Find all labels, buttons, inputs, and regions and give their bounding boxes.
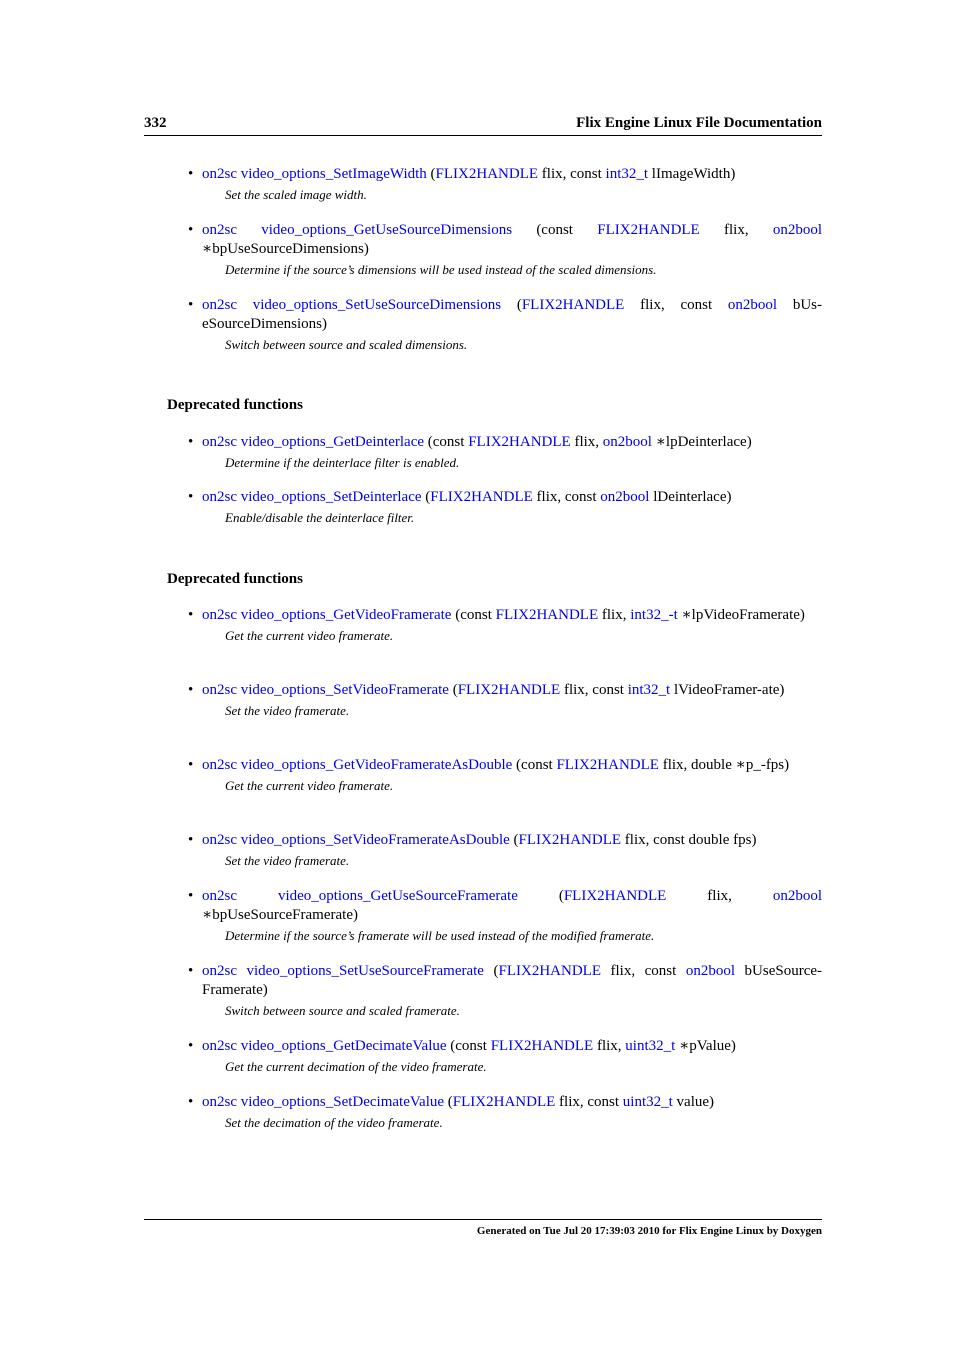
signature-text: flix, const xyxy=(624,297,728,313)
signature-text: (const xyxy=(512,222,598,238)
page-header xyxy=(144,113,822,136)
signature-text: flix, const xyxy=(555,1094,623,1110)
function-description: Get the current video framerate. xyxy=(225,778,394,793)
function-signature xyxy=(202,1093,822,1112)
signature-text: flix, xyxy=(666,888,773,904)
signature-text: flix, double ∗p_-fps) xyxy=(658,757,790,773)
function-signature xyxy=(202,756,822,775)
function-list-item xyxy=(188,1093,822,1131)
signature-link[interactable]: on2sc video_options_SetImageWidth xyxy=(202,166,427,182)
page-footer: Generated on Tue Jul 20 17:39:03 2010 for Flix Engine Linux by Doxygen xyxy=(144,1219,822,1237)
signature-text: ∗pValue) xyxy=(675,1038,736,1054)
signature-link[interactable]: on2sc video_options_GetVideoFramerateAsDouble xyxy=(202,757,513,773)
function-description: Switch between source and scaled framerate. xyxy=(225,1003,460,1018)
signature-text: flix, const xyxy=(538,166,606,182)
signature-link[interactable]: on2sc video_options_SetVideoFramerateAsDouble xyxy=(202,832,510,848)
signature-text: flix, xyxy=(593,1038,626,1054)
signature-link[interactable]: FLIX2HANDLE xyxy=(597,222,700,238)
function-list-item xyxy=(188,221,822,278)
function-description: Set the decimation of the video framerate. xyxy=(225,1115,443,1130)
bullet-icon: • xyxy=(188,297,194,313)
function-signature xyxy=(202,488,822,507)
signature-link[interactable]: on2sc video_options_SetVideoFramerate xyxy=(202,682,449,698)
signature-text: (const xyxy=(424,434,469,450)
bullet-icon: • xyxy=(188,434,194,450)
signature-text: flix, const double fps) xyxy=(621,832,757,848)
section-heading: Deprecated functions xyxy=(167,397,303,413)
bullet-icon: • xyxy=(188,166,194,182)
signature-text: ( xyxy=(483,963,499,979)
signature-text: (const xyxy=(451,607,496,623)
function-description: Switch between source and scaled dimensions. xyxy=(225,337,468,352)
signature-link[interactable]: uint32_t xyxy=(622,1094,673,1110)
signature-link[interactable]: on2sc video_options_SetDeinterlace xyxy=(202,489,422,505)
signature-link[interactable]: on2sc video_options_SetUseSourceDimensions xyxy=(202,297,502,313)
signature-text: ( xyxy=(444,1094,453,1110)
signature-text: ( xyxy=(501,297,522,313)
function-list-item xyxy=(188,831,822,869)
signature-text: bUseSource-Framerate) xyxy=(202,963,822,998)
function-list-item xyxy=(188,296,822,353)
function-description: Determine if the source’s framerate will be used instead of the modified framerate. xyxy=(225,928,655,943)
function-list-item xyxy=(188,433,822,471)
function-list-item xyxy=(188,756,822,794)
bullet-icon: • xyxy=(188,757,194,773)
signature-text: ∗lpDeinterlace) xyxy=(651,434,752,450)
signature-link[interactable]: on2bool xyxy=(685,963,735,979)
signature-link[interactable]: FLIX2HANDLE xyxy=(521,297,625,313)
function-list-item xyxy=(188,606,822,644)
signature-link[interactable]: uint32_t xyxy=(625,1038,676,1054)
function-signature xyxy=(202,221,822,259)
signature-text: ( xyxy=(509,832,519,848)
signature-link[interactable]: FLIX2HANDLE xyxy=(518,832,622,848)
section-heading: Deprecated functions xyxy=(167,571,303,587)
signature-link[interactable]: on2bool xyxy=(600,489,650,505)
signature-text: lVideoFramer-ate) xyxy=(670,682,785,698)
signature-link[interactable]: int32_t xyxy=(627,682,671,698)
signature-link[interactable]: int32_-t xyxy=(630,607,678,623)
document-title: Flix Engine Linux File Documentation xyxy=(576,115,822,131)
signature-link[interactable]: FLIX2HANDLE xyxy=(490,1038,594,1054)
signature-link[interactable]: FLIX2HANDLE xyxy=(430,489,533,505)
function-description: Set the video framerate. xyxy=(225,853,350,868)
signature-link[interactable]: FLIX2HANDLE xyxy=(563,888,667,904)
function-signature xyxy=(202,606,822,625)
signature-text: bUs-eSourceDimensions) xyxy=(202,297,822,332)
signature-link[interactable]: FLIX2HANDLE xyxy=(452,1094,556,1110)
signature-text: ∗bpUseSourceFramerate) xyxy=(202,907,358,923)
signature-link[interactable]: on2sc video_options_SetDecimateValue xyxy=(202,1094,445,1110)
signature-text: flix, const xyxy=(532,489,601,505)
function-signature xyxy=(202,681,822,700)
function-signature xyxy=(202,165,822,184)
signature-text: flix, xyxy=(699,222,773,238)
function-description: Determine if the deinterlace filter is enabled. xyxy=(225,455,460,470)
function-signature xyxy=(202,433,822,452)
signature-link[interactable]: on2sc video_options_GetDeinterlace xyxy=(202,434,425,450)
signature-text: lDeinterlace) xyxy=(649,489,732,505)
function-list-item xyxy=(188,887,822,944)
function-description: Set the video framerate. xyxy=(225,703,350,718)
signature-link[interactable]: FLIX2HANDLE xyxy=(457,682,561,698)
signature-text: (const xyxy=(512,757,557,773)
function-signature xyxy=(202,296,822,334)
bullet-icon: • xyxy=(188,1038,194,1054)
signature-text: ( xyxy=(421,489,431,505)
signature-link[interactable]: on2bool xyxy=(727,297,778,313)
function-description: Enable/disable the deinterlace filter. xyxy=(225,510,415,525)
signature-link[interactable]: FLIX2HANDLE xyxy=(498,963,601,979)
signature-link[interactable]: on2sc video_options_GetUseSourceDimensions xyxy=(202,222,513,238)
bullet-icon: • xyxy=(188,489,194,505)
bullet-icon: • xyxy=(188,832,194,848)
function-description: Get the current decimation of the video framerate. xyxy=(225,1059,487,1074)
signature-text: lImageWidth) xyxy=(648,166,736,182)
signature-link[interactable]: int32_t xyxy=(605,166,649,182)
function-list-item xyxy=(188,681,822,719)
bullet-icon: • xyxy=(188,682,194,698)
bullet-icon: • xyxy=(188,888,194,904)
function-list-item xyxy=(188,1037,822,1075)
bullet-icon: • xyxy=(188,1094,194,1110)
function-description: Determine if the source’s dimensions will be used instead of the scaled dimensions. xyxy=(225,262,657,277)
signature-text: flix, xyxy=(598,607,631,623)
signature-text: flix, xyxy=(570,434,603,450)
signature-link[interactable]: on2sc video_options_SetUseSourceFramerate xyxy=(202,963,484,979)
signature-link[interactable]: FLIX2HANDLE xyxy=(495,607,599,623)
signature-text: ( xyxy=(426,166,436,182)
signature-link[interactable]: on2bool xyxy=(772,222,822,238)
function-signature xyxy=(202,887,822,925)
signature-link[interactable]: FLIX2HANDLE xyxy=(556,757,659,773)
signature-text: ∗lpVideoFramerate) xyxy=(677,607,805,623)
signature-link[interactable]: on2sc video_options_GetVideoFramerate xyxy=(202,607,452,623)
bullet-icon: • xyxy=(188,963,194,979)
signature-link[interactable]: FLIX2HANDLE xyxy=(468,434,571,450)
signature-text: ( xyxy=(448,682,458,698)
signature-link[interactable]: on2bool xyxy=(772,888,822,904)
function-list-item xyxy=(188,488,822,526)
function-description: Get the current video framerate. xyxy=(225,628,394,643)
signature-link[interactable]: FLIX2HANDLE xyxy=(435,166,539,182)
signature-text: value) xyxy=(672,1094,715,1110)
function-description: Set the scaled image width. xyxy=(225,187,367,202)
signature-text: ( xyxy=(517,888,564,904)
signature-text: flix, const xyxy=(601,963,686,979)
bullet-icon: • xyxy=(188,222,194,238)
signature-text: ∗bpUseSourceDimensions) xyxy=(202,241,369,257)
function-list-item xyxy=(188,962,822,1019)
function-signature xyxy=(202,962,822,1000)
signature-text: (const xyxy=(446,1038,491,1054)
page-number: 332 xyxy=(144,115,167,131)
signature-text: flix, const xyxy=(560,682,628,698)
bullet-icon: • xyxy=(188,607,194,623)
function-signature xyxy=(202,831,822,850)
function-list-item xyxy=(188,165,822,203)
signature-link[interactable]: on2bool xyxy=(602,434,652,450)
signature-link[interactable]: on2sc video_options_GetDecimateValue xyxy=(202,1038,447,1054)
signature-link[interactable]: on2sc video_options_GetUseSourceFramerate xyxy=(202,888,518,904)
function-signature xyxy=(202,1037,822,1056)
